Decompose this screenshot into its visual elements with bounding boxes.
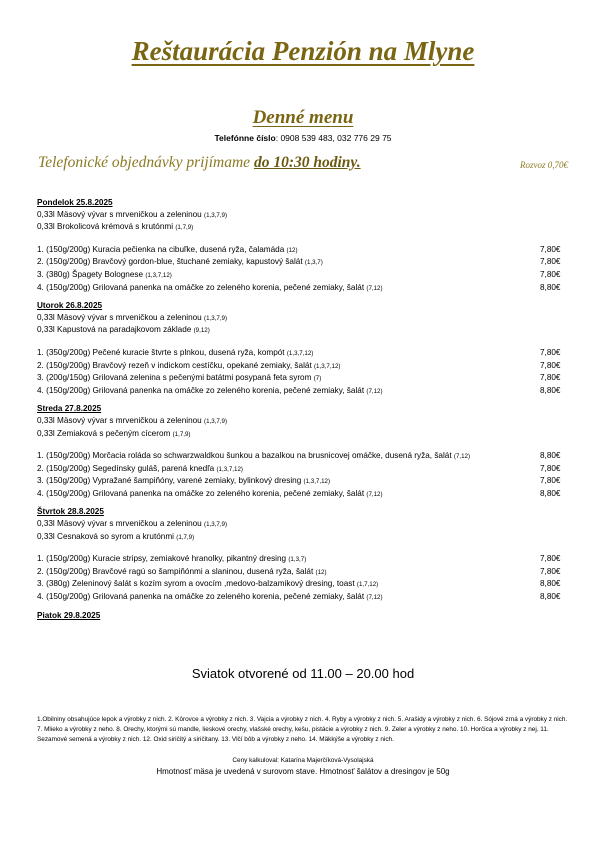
day-heading: Pondelok 25.8.2025 bbox=[37, 198, 113, 207]
meal-price: 7,80€ bbox=[540, 566, 561, 576]
soup-item bbox=[37, 312, 570, 325]
calculated-by: Ceny kalkuloval: Katarína Majerčíková-Vysolajská bbox=[232, 757, 374, 764]
meal-text: 2. (150g/200g) Bravčové ragú so šampiňónmi a slaninou, dusená ryža, šalát bbox=[37, 566, 314, 576]
meal-allergens: (7,12) bbox=[366, 284, 383, 292]
meal-description bbox=[37, 553, 306, 566]
soup-allergens: (1,3,7,9) bbox=[204, 314, 228, 322]
meal-description bbox=[37, 450, 470, 463]
meal-text: 2. (150g/200g) Segedínsky guláš, parená knedľa bbox=[37, 463, 215, 473]
restaurant-title: Reštaurácia Penzión na Mlyne bbox=[131, 36, 475, 66]
meal-description bbox=[37, 269, 172, 282]
soup-text: 0,33l Mäsový vývar s mrveničkou a zeleninou bbox=[37, 209, 202, 219]
meal-price: 7,80€ bbox=[540, 347, 561, 357]
soup-allergens: (1,7,9) bbox=[175, 224, 194, 232]
menu-day bbox=[37, 403, 570, 500]
orders-text: Telefonické objednávky prijímame bbox=[38, 154, 251, 171]
meal-description bbox=[37, 282, 383, 295]
meal-text: 3. (150g/200g) Vypražané šampiňóny, varené zemiaky, bylinkový dresing bbox=[37, 476, 302, 486]
meal-price: 7,80€ bbox=[540, 360, 561, 370]
meal-item bbox=[37, 553, 570, 566]
meal-price: 8,80€ bbox=[540, 579, 561, 589]
meal-text: 4. (150g/200g) Grilovaná panenka na omáčke zo zeleného korenia, pečené zemiaky, šalát bbox=[37, 282, 365, 292]
delivery-fee: Rozvoz 0,70€ bbox=[520, 160, 568, 170]
meal-price: 7,80€ bbox=[540, 476, 561, 486]
meal-text: 1. (150g/200g) Morčacia roláda so schwarzwaldkou šunkou a bazalkou na brusnicovej omáčke, dusená ryža, šalát bbox=[37, 451, 452, 461]
meal-text: 3. (380g) Špagety Bolognese bbox=[37, 269, 144, 279]
meal-item bbox=[37, 244, 570, 257]
meal-description bbox=[37, 578, 378, 591]
meal-item bbox=[37, 347, 570, 360]
meal-allergens: (1,3,7,12) bbox=[303, 478, 331, 486]
meal-item bbox=[37, 488, 570, 501]
meal-price: 7,80€ bbox=[540, 244, 561, 254]
daily-menu bbox=[37, 197, 570, 627]
meal-item bbox=[37, 591, 570, 604]
meal-item bbox=[37, 282, 570, 295]
phone-value: : 0908 539 483, 032 776 29 75 bbox=[275, 133, 392, 143]
meal-allergens: (12) bbox=[315, 568, 327, 576]
meal-price: 8,80€ bbox=[540, 385, 561, 395]
soup-item bbox=[37, 209, 570, 222]
day-heading: Štvrtok 28.8.2025 bbox=[37, 507, 104, 517]
meal-allergens: (1,3,7,12) bbox=[216, 465, 243, 473]
meal-text: 1. (150g/200g) Kuracie stripsy, zemiakové hranolky, pikantný dresing bbox=[37, 554, 287, 564]
meal-price: 8,80€ bbox=[540, 592, 561, 602]
meal-item bbox=[37, 463, 570, 476]
soup-allergens: (1,3,7,9) bbox=[204, 417, 228, 425]
meal-description bbox=[37, 244, 298, 257]
meal-text: 1. (150g/200g) Kuracia pečienka na cibuľke, dusená ryža, čalamáda bbox=[37, 244, 285, 254]
meal-allergens: (7) bbox=[313, 375, 322, 383]
soup-allergens: (1,3,7,9) bbox=[204, 211, 228, 219]
orders-line bbox=[38, 154, 361, 172]
meal-text: 2. (150g/200g) Bravčový rezeň v indickom cestíčku, opekané zemiaky, šalát bbox=[37, 360, 312, 370]
meal-text: 3. (200g/150g) Grilovaná zelenina s pečenými batátmi posypaná feta syrom bbox=[37, 373, 312, 383]
orders-time: do 10:30 hodiny. bbox=[253, 154, 361, 171]
meal-description bbox=[37, 385, 383, 398]
soup-text: 0,33l Brokolicová krémová s krutónmi bbox=[37, 222, 174, 232]
meal-description bbox=[37, 566, 327, 579]
meal-description bbox=[37, 360, 340, 373]
meal-description bbox=[37, 591, 383, 604]
meal-description bbox=[37, 256, 323, 269]
meal-allergens: (12) bbox=[286, 246, 298, 254]
meal-description bbox=[37, 488, 383, 501]
meal-item bbox=[37, 372, 570, 385]
meal-text: 4. (150g/200g) Grilovaná panenka na omáčke zo zeleného korenia, pečené zemiaky, šalát bbox=[37, 488, 365, 498]
day-heading: Piatok 29.8.2025 bbox=[37, 610, 101, 620]
meal-text: 4. (150g/200g) Grilovaná panenka na omáčke zo zeleného korenia, pečené zemiaky, šalát bbox=[37, 592, 365, 602]
weight-note: Hmotnosť mäsa je uvedená v surovom stave. Hmotnosť šalátov a dresingov je 50g bbox=[156, 767, 450, 776]
meal-price: 7,80€ bbox=[540, 554, 561, 564]
holiday-notice: Sviatok otvorené od 11.00 – 20.00 hod bbox=[191, 666, 415, 681]
soup-allergens: (1,3,7,9) bbox=[204, 521, 228, 529]
soup-text: 0,33l Kapustová na paradajkovom základe bbox=[37, 325, 192, 335]
menu-day bbox=[37, 197, 570, 294]
meal-allergens: (7,12) bbox=[366, 387, 383, 395]
meal-text: 4. (150g/200g) Grilovaná panenka na omáčke zo zeleného korenia, pečené zemiaky, šalát bbox=[37, 385, 365, 395]
soup-text: 0,33l Mäsový vývar s mrveničkou a zeleninou bbox=[37, 312, 202, 322]
soup-allergens: (1,7,9) bbox=[172, 430, 191, 438]
meal-price: 7,80€ bbox=[540, 373, 561, 383]
menu-subtitle: Denné menu bbox=[252, 107, 354, 128]
meal-description bbox=[37, 475, 330, 488]
meal-text: 3. (380g) Zeleninový šalát s kozím syrom a ovocím ,medovo-balzamikový dresing, toast bbox=[37, 579, 355, 589]
soup-item bbox=[37, 531, 570, 544]
meal-allergens: (1,3,7,12) bbox=[145, 271, 172, 279]
meal-item bbox=[37, 256, 570, 269]
meal-price: 7,80€ bbox=[540, 269, 561, 279]
soup-item bbox=[37, 221, 570, 234]
meal-allergens: (1,7,12) bbox=[356, 581, 379, 589]
meal-price: 8,80€ bbox=[540, 282, 561, 292]
meal-price: 7,80€ bbox=[540, 463, 561, 473]
menu-day bbox=[37, 300, 570, 397]
meal-allergens: (7,12) bbox=[366, 594, 383, 602]
meal-allergens: (1,3,7) bbox=[288, 556, 307, 564]
meal-price: 7,80€ bbox=[540, 257, 561, 267]
meal-item bbox=[37, 385, 570, 398]
phone-label: Telefónne číslo bbox=[214, 133, 276, 143]
meal-allergens: (1,3,7) bbox=[304, 259, 323, 267]
meal-text: 2. (150g/200g) Bravčový gordon-blue, štuchané zemiaky, kapustový šalát bbox=[37, 257, 303, 267]
meal-description bbox=[37, 463, 243, 476]
day-heading: Utorok 26.8.2025 bbox=[37, 301, 103, 311]
soup-allergens: (9,12) bbox=[193, 327, 210, 335]
menu-day bbox=[37, 610, 570, 622]
day-heading: Streda 27.8.2025 bbox=[37, 404, 102, 414]
meal-item bbox=[37, 450, 570, 463]
meal-allergens: (7,12) bbox=[366, 490, 383, 498]
meal-price: 8,80€ bbox=[540, 451, 561, 461]
soup-allergens: (1,7,9) bbox=[176, 533, 195, 541]
meal-item bbox=[37, 360, 570, 373]
soup-item bbox=[37, 415, 570, 428]
phone-line bbox=[0, 133, 606, 143]
meal-allergens: (1,3,7,12) bbox=[314, 362, 341, 370]
soup-item bbox=[37, 428, 570, 441]
soup-text: 0,33l Mäsový vývar s mrveničkou a zeleninou bbox=[37, 519, 202, 529]
meal-price: 8,80€ bbox=[540, 488, 561, 498]
soup-text: 0,33l Cesnaková so syrom a krutónmi bbox=[37, 531, 174, 541]
soup-text: 0,33l Zemiaková s pečeným cícerom bbox=[37, 428, 171, 438]
meal-item bbox=[37, 578, 570, 591]
meal-allergens: (7,12) bbox=[453, 453, 471, 461]
meal-item bbox=[37, 475, 570, 488]
meal-item bbox=[37, 269, 570, 282]
meal-allergens: (1,3,7,12) bbox=[286, 349, 314, 357]
meal-description bbox=[37, 372, 321, 385]
meal-item bbox=[37, 566, 570, 579]
meal-description bbox=[37, 347, 313, 360]
meal-text: 1. (350g/200g) Pečené kuracie štvrte s plnkou, dusená ryža, kompót bbox=[37, 347, 285, 357]
menu-day bbox=[37, 506, 570, 603]
soup-item bbox=[37, 324, 570, 337]
soup-item bbox=[37, 518, 570, 531]
allergens-note: 1.Obilniny obsahujúce lepok a výrobky z nich. 2. Kôrovce a výrobky z nich. 3. Vajcia a výrobky z nich. 4. Ryby a výrobky z nich. 5. Arašidy a výrobky z nich. 6. Sójové zrná a výrobky z nich. 7. Mlieko a výrobky z neho. 8. Orechy, ktorými sú mandle, lieskové orechy, vlašské orechy, kešu, pistácie a výrobky z nich. 9. Zeler a výrobky z neho. 10. Horčica a výrobky z nej. 11. Sezamové semená a výrobky z nich. 12. Oxid siričitý a siričitany. 13. Vlčí bôb a výrobky z neho. 14. Mäkkýše a výrobky z nich. bbox=[37, 716, 568, 743]
soup-text: 0,33l Mäsový vývar s mrveničkou a zeleninou bbox=[37, 415, 202, 425]
